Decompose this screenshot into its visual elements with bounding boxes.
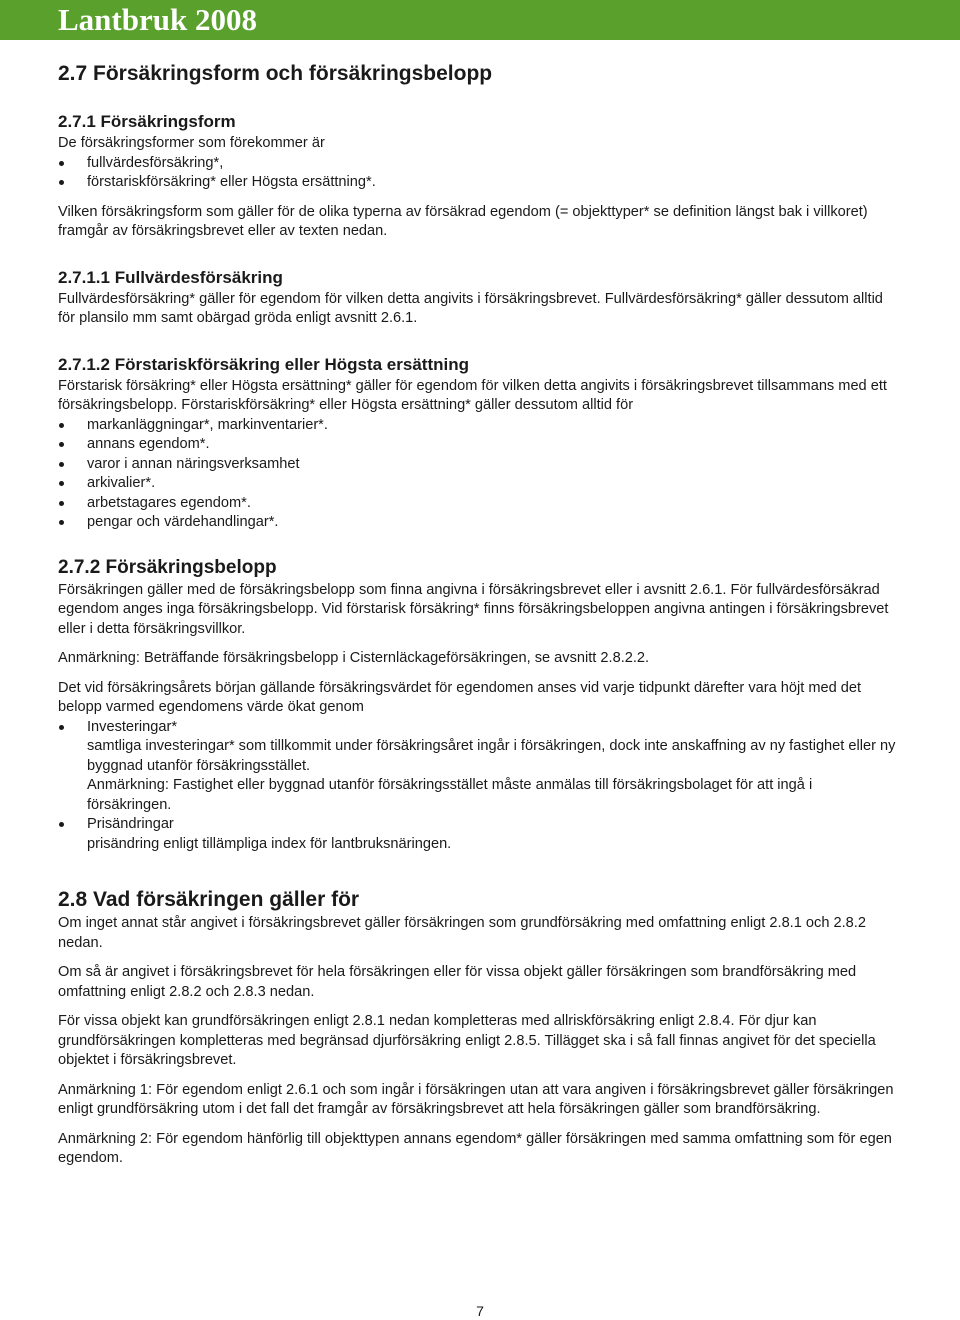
section-2-8-paragraph: För vissa objekt kan grundförsäkringen enligt 2.8.1 nedan kompletteras med allriskförsäkring enligt 2.8.4. För djur kan grundförsäkringen kompletteras med begränsad djurförsäkring enligt 2.8.5. Tillägget ska i så fall finnas angivet för det speciella objektet i försäkringsbrevet. [58,1013,876,1068]
coverage-list [58,416,900,533]
section-2-8-paragraph: Om så är angivet i försäkringsbrevet för hela försäkringen eller för vissa objekt gäller försäkringen som brandförsäkring med omfattning enligt 2.8.2 och 2.8.3 nedan. [58,964,857,1000]
list-item: förstariskförsäkring* eller Högsta ersättning*. [58,173,900,193]
list-item: pengar och värdehandlingar*. [58,513,900,533]
header-banner [0,0,960,40]
list-item: fullvärdesförsäkring*, [58,154,900,174]
list-item [58,718,900,738]
section-2-7-2-heading: 2.7.2 Försäkringsbelopp [58,556,277,578]
section-2-7-1-intro: De försäkringsformer som förekommer är [58,135,325,151]
list-item: annans egendom*. [58,435,900,455]
section-2-7-1-1-heading: 2.7.1.1 Fullvärdesförsäkring [58,267,283,287]
list-item-label: Prisändringar [87,816,174,832]
section-2-7-1-heading: 2.7.1 Försäkringsform [58,112,236,131]
form-list [58,154,900,193]
section-2-8-heading: 2.8 Vad försäkringen gäller för [58,888,360,911]
list-item [58,815,900,835]
page-number: 7 [476,1303,484,1319]
section-2-7-1-1-paragraph: Fullvärdesförsäkring* gäller för egendom för vilken detta angivits i försäkringsbrevet. Fullvärdesförsäkring* gäller dessutom alltid för plansilo mm samt obärgad gröda enligt avsnitt 2.6.1. [58,290,883,326]
list-item: markanläggningar*, markinventarier*. [58,416,900,436]
investments-note: Anmärkning: Fastighet eller byggnad utanför försäkringsstället måste anmälas till försäkringsbolaget för att ingå i försäkringen. [87,777,813,813]
value-increase-list [58,718,900,738]
section-2-8-paragraph: Om inget annat står angivet i försäkringsbrevet gäller försäkringen som grundförsäkring med omfattning enligt 2.8.1 och 2.8.2 nedan. [58,915,866,951]
section-2-7-2-paragraph-1: Försäkringen gäller med de försäkringsbelopp som finna angivna i försäkringsbrevet eller i avsnitt 2.6.1. För fullvärdesförsäkrad egendom anges inga försäkringsbelopp. Vid förstarisk försäkring* finns försäkringsbeloppen angivna antingen i försäkringsbrevet eller i detta försäkringsvillkor. [58,581,889,637]
price-changes-text: prisändring enligt tillämpliga index för lantbruksnäringen. [87,835,452,852]
list-item: varor i annan näringsverksamhet [58,455,900,475]
document-title: Lantbruk 2008 [58,2,257,37]
section-2-7-2-paragraph-2: Det vid försäkringsårets början gällande försäkringsvärdet för egendomen anses vid varje tidpunkt därefter vara höjt med det belopp varmed egendomens värde ökat genom [58,679,862,715]
section-2-8-note-1: Anmärkning 1: För egendom enligt 2.6.1 och som ingår i försäkringen utan att vara angiven i försäkringsbrevet gäller försäkringen enligt grundförsäkring utom i det fall det framgår av försäkringsbrevet att hela försäkringen gäller som brandförsäkring. [58,1081,894,1117]
section-2-7-heading: 2.7 Försäkringsform och försäkringsbelopp [58,62,493,85]
section-2-7-1-2-paragraph: Förstarisk försäkring* eller Högsta ersättning* gäller för egendom för vilken detta angivits i försäkringsbrevet tillsammans med ett försäkringsbelopp. Förstariskförsäkring* eller Högsta ersättning* gäller dessutom alltid för [58,377,887,413]
price-changes-description [58,835,900,855]
section-2-7-1-paragraph: Vilken försäkringsform som gäller för de olika typerna av försäkrad egendom (= objekttyper* se definition längst bak i villkoret) framgår av försäkringsbrevet eller av texten nedan. [58,203,868,239]
page-content [58,60,900,1169]
investments-description [58,737,900,815]
list-item: arbetstagares egendom*. [58,494,900,514]
list-item: arkivalier*. [58,474,900,494]
section-2-7-2-note: Anmärkning: Beträffande försäkringsbelopp i Cisternläckageförsäkringen, se avsnitt 2.8.2.2. [58,650,650,666]
section-2-7-1-2-heading: 2.7.1.2 Förstariskförsäkring eller Högsta ersättning [58,354,469,374]
section-2-8-note-2: Anmärkning 2: För egendom hänförlig till objekttypen annans egendom* gäller försäkringen med samma omfattning som för egen egendom. [58,1130,892,1166]
value-increase-list-2 [58,815,900,835]
investments-text: samtliga investeringar* som tillkommit under försäkringsåret ingår i försäkringen, dock inte anskaffning av ny fastighet eller ny byggnad utanför försäkringsstället. [87,738,896,774]
list-item-label: Investeringar* [87,718,178,735]
